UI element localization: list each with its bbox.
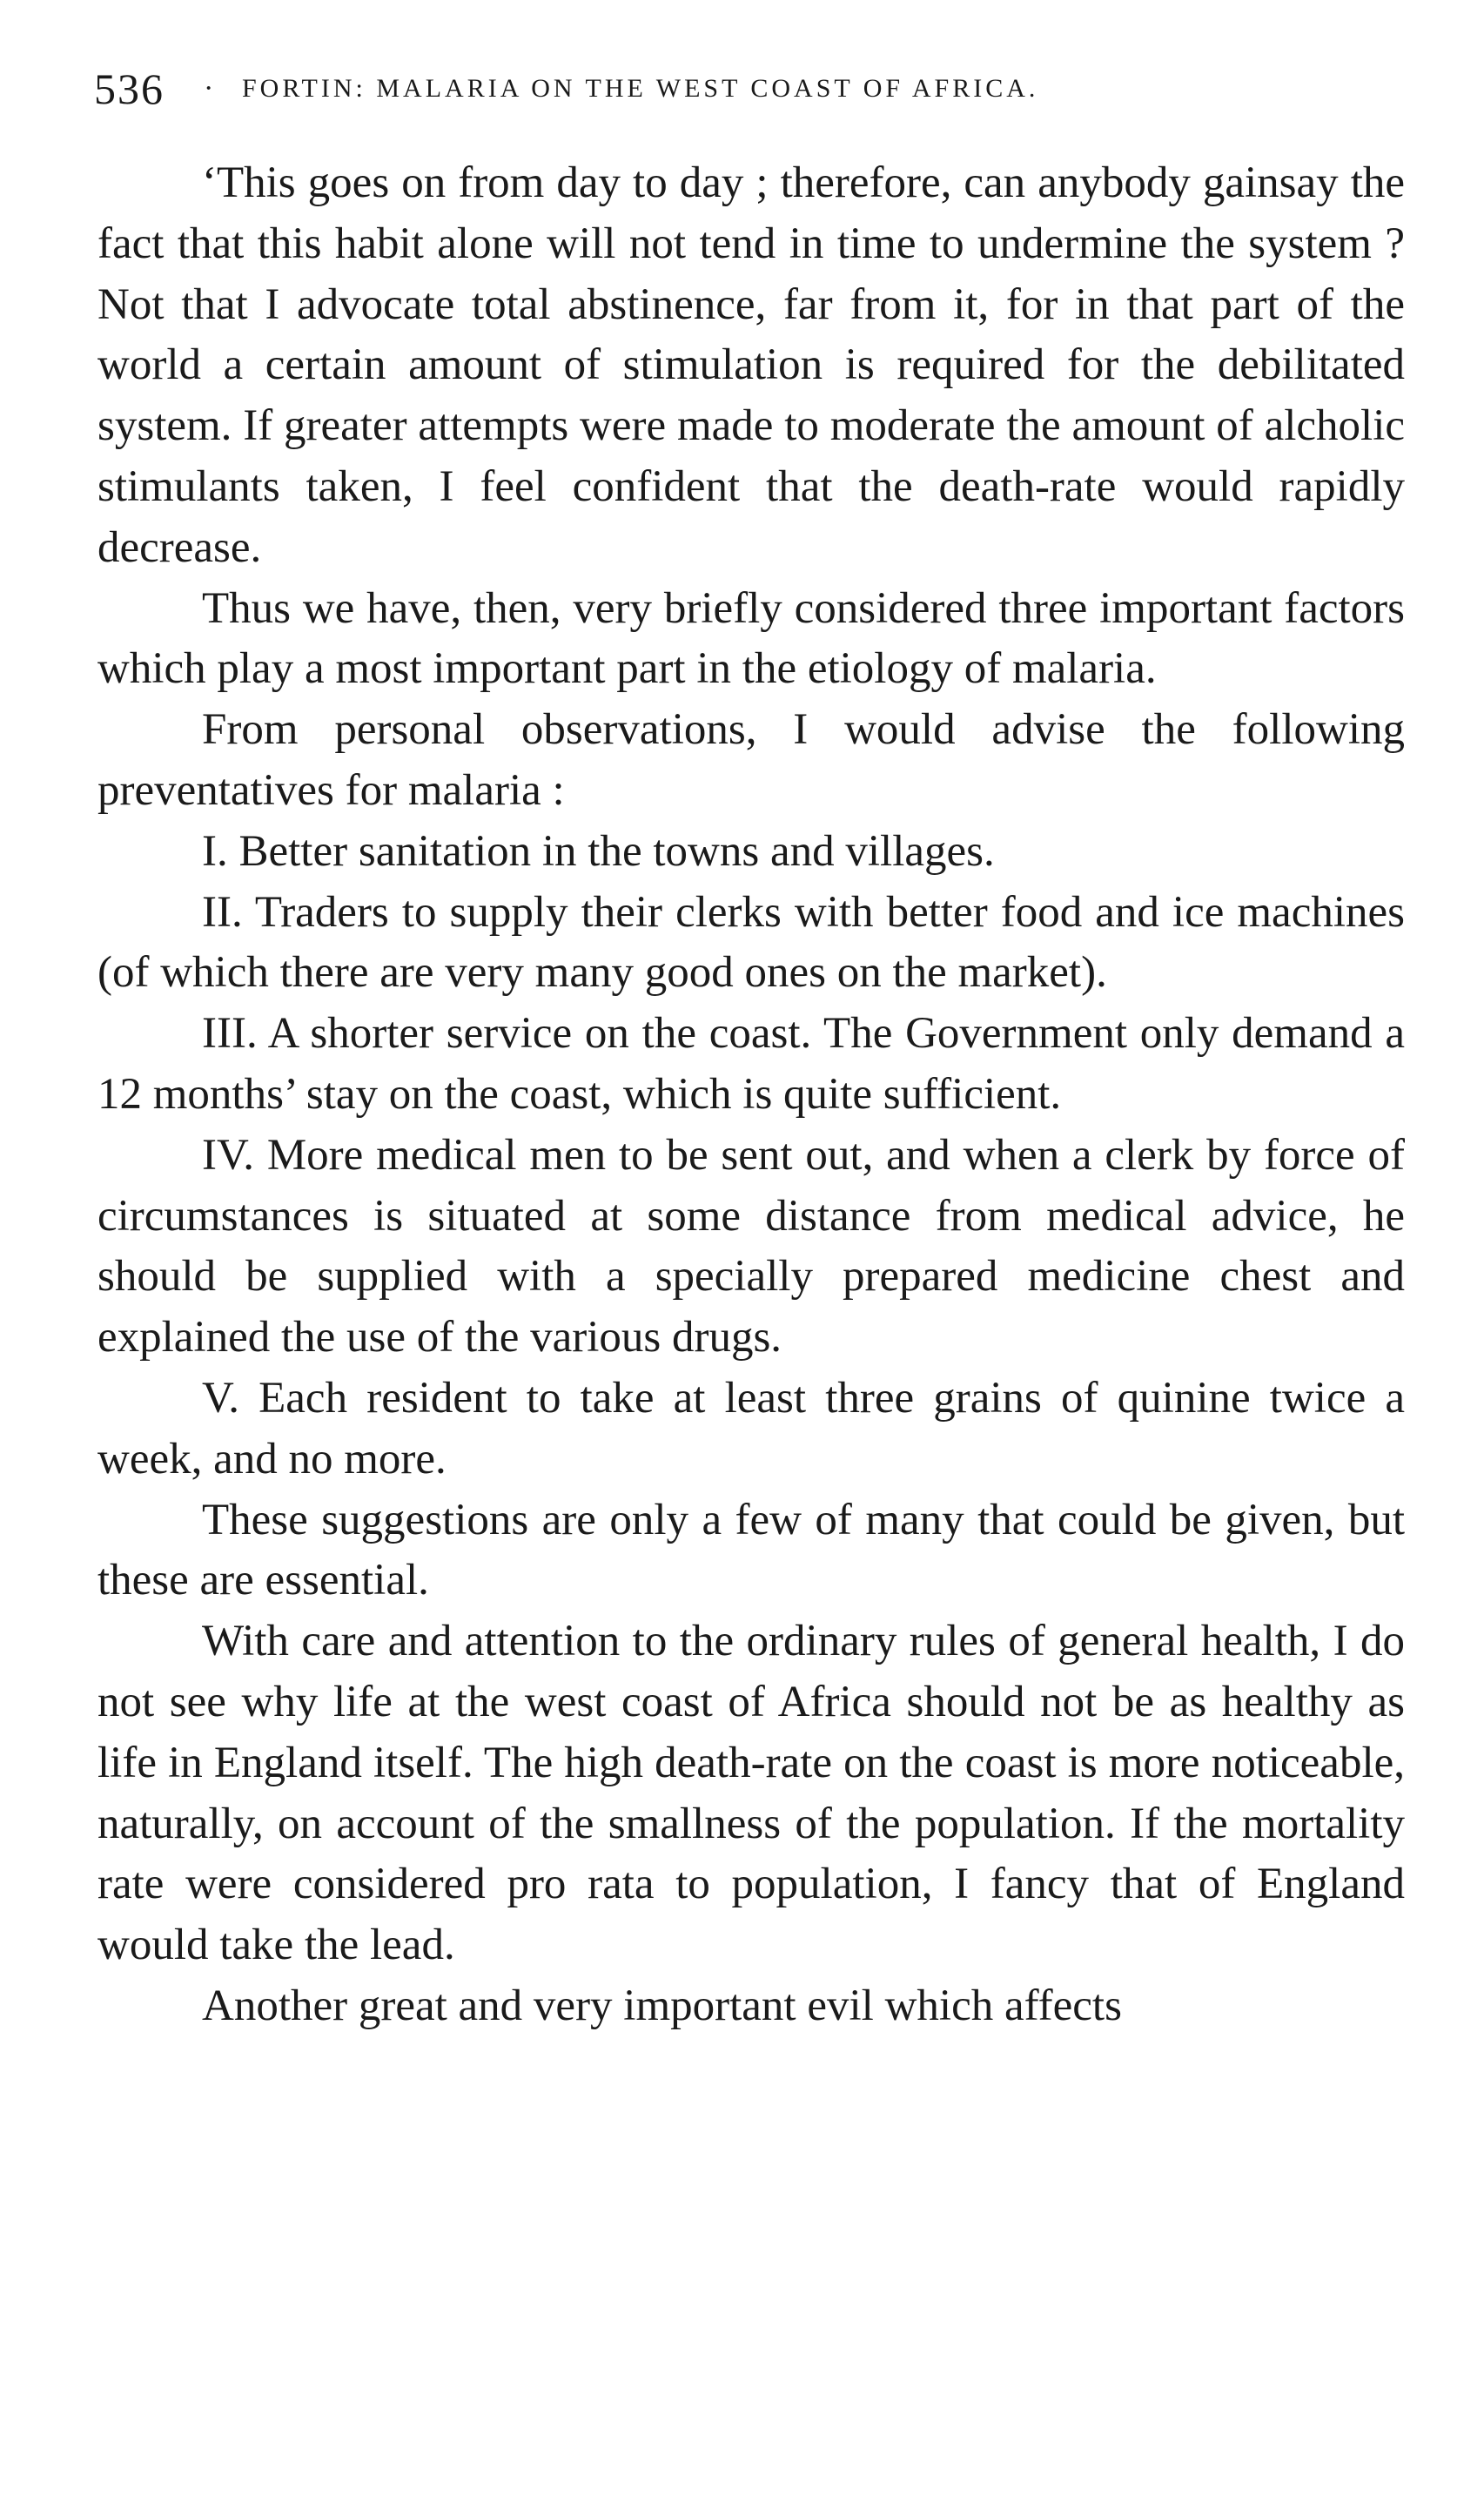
running-head: [94, 54, 1400, 124]
list-item-iv: IV. More medical men to be sent out, and when a clerk by force of circumstances is situated at some distance from medical advice, he should be supplied with a specially prepared medicine chest and explained the use of the various drugs.: [97, 1130, 1405, 1362]
list-item-v: V. Each resident to take at least three grains of quinine twice a week, and no more.: [97, 1373, 1405, 1483]
paragraph-factors: Thus we have, then, very briefly considered three important factors which play a most important part in the etiology of malaria.: [97, 583, 1405, 694]
paragraph-care-and-attention: With care and attention to the ordinary rules of general health, I do not see why life at the west coast of Africa should not be as healthy as life in England itself. The high death-rate on the coast is more noticeable, naturally, on account of the smallness of the population. If the mortality rate were considered pro rata to population, I fancy that of England would take the lead.: [97, 1617, 1405, 1970]
list-item-ii: II. Traders to supply their clerks with better food and ice machines (of which there are very many good ones on the market).: [97, 887, 1405, 998]
paragraph-suggestions: These suggestions are only a few of many that could be given, but these are essential.: [97, 1495, 1405, 1605]
page-number: 536: [94, 64, 165, 113]
list-item-i: I. Better sanitation in the towns and villages.: [202, 826, 995, 876]
body-text: [97, 153, 1405, 2037]
paragraph-another-evil: Another great and very important evil which affects: [202, 1981, 1122, 2030]
list-item-iii: III. A shorter service on the coast. The Government only demand a 12 months’ stay on the coast, which is quite sufficient.: [97, 1009, 1405, 1119]
paragraph-preventatives-intro: From personal observations, I would advise the following preventatives for malaria :: [97, 705, 1405, 815]
running-head-title: FORTIN: MALARIA ON THE WEST COAST OF AFRICA.: [242, 74, 1039, 103]
running-head-separator: ·: [204, 72, 214, 104]
paragraph-habit: ‘This goes on from day to day ; therefore, can anybody gainsay the fact that this habit alone will not tend in time to undermine the system ? Not that I advocate total abstinence, far from it, for in that part of the world a certain amount of stimulation is required for the debilitated system. If greater attempts were made to moderate the amount of alcholic stimulants taken, I feel confident that the death-rate would rapidly decrease.: [97, 158, 1405, 572]
